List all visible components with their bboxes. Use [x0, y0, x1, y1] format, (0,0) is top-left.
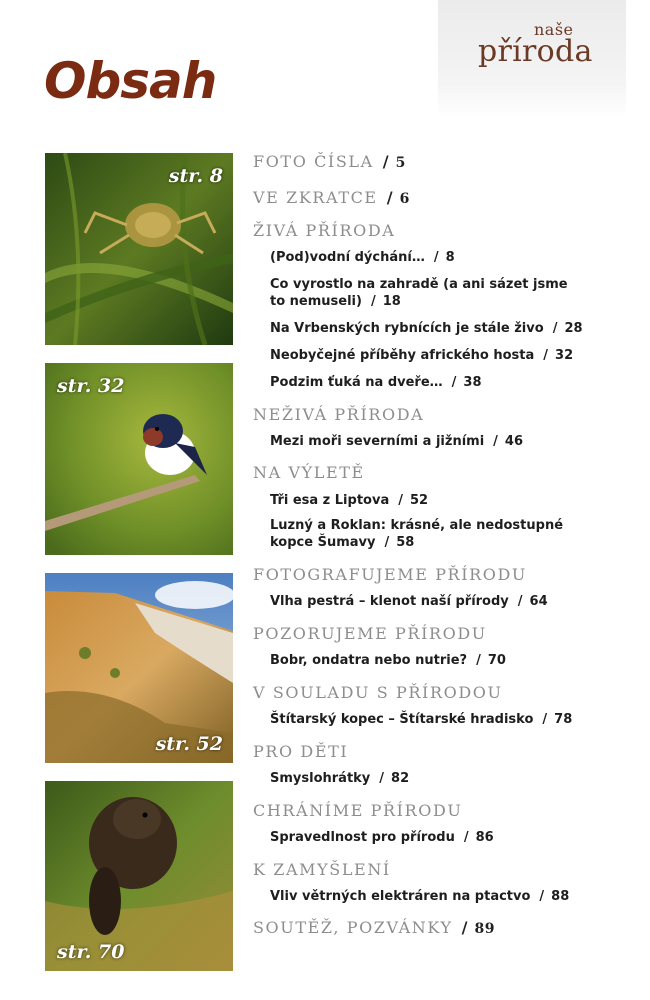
page-number: 28: [564, 321, 583, 336]
separator: /: [433, 250, 439, 265]
section-title: K ZAMYŠLENÍ: [253, 860, 391, 879]
toc-section-fotografujeme: [253, 565, 527, 584]
toc-article[interactable]: [270, 492, 615, 509]
section-title: VE ZKRATCE: [253, 188, 378, 207]
toc-section-v-souladu: [253, 683, 503, 702]
article-title: Štítarský kopec – Štítarské hradisko: [270, 712, 534, 727]
toc-section-na-vylete: [253, 463, 365, 482]
section-title: V SOULADU S PŘÍRODOU: [253, 683, 503, 702]
page-number: 32: [555, 348, 574, 363]
separator: /: [463, 830, 469, 845]
toc-section-ve-zkratce[interactable]: [253, 188, 410, 207]
article-title: Vliv větrných elektráren na ptactvo: [270, 889, 531, 904]
section-title: POZORUJEME PŘÍRODU: [253, 624, 487, 643]
page-number: 52: [409, 493, 429, 508]
article-title: Tři esa z Liptova: [270, 493, 390, 508]
article-title: Luzný a Roklan: krásné, ale nedostupné kopce Šumavy: [270, 518, 564, 550]
page-number: 18: [382, 294, 401, 309]
separator: /: [493, 434, 498, 449]
photo-page-label: str. 32: [57, 375, 125, 397]
article-title: Na Vrbenských rybnících je stále živo: [270, 321, 544, 336]
article-title: Bobr, ondatra nebo nutrie?: [270, 653, 468, 668]
page-number: 58: [396, 535, 415, 550]
section-title: CHRÁNÍME PŘÍRODU: [253, 801, 463, 820]
page-number: 38: [463, 375, 482, 390]
toc-article[interactable]: [270, 652, 615, 669]
separator: /: [379, 771, 385, 786]
toc-article[interactable]: [270, 433, 615, 450]
separator: /: [539, 889, 545, 904]
toc-article[interactable]: [270, 593, 615, 610]
separator: /: [517, 594, 523, 609]
separator: /: [552, 321, 558, 336]
page-number: 78: [554, 712, 573, 727]
photo-rocks: [45, 573, 233, 763]
toc-article[interactable]: [270, 829, 615, 846]
separator: /: [370, 294, 376, 309]
toc-section-chranime: [253, 801, 462, 820]
toc-article[interactable]: [270, 888, 615, 905]
article-title: Mezi moři severními a jižními: [270, 434, 485, 449]
section-title: ŽIVÁ PŘÍRODA: [253, 221, 396, 240]
page-title: Obsah: [44, 52, 217, 110]
toc-article[interactable]: [270, 347, 615, 364]
separator: /: [543, 348, 549, 363]
toc-section-ziva-priroda: [253, 221, 395, 240]
separator: /: [461, 918, 468, 937]
separator: /: [451, 375, 457, 390]
toc-article[interactable]: [270, 320, 615, 337]
page-number: 6: [399, 191, 410, 207]
logo-text-top: naše: [534, 20, 574, 39]
logo-text-main: příroda: [478, 34, 593, 69]
section-title: NA VÝLETĚ: [253, 463, 365, 482]
page-number: 86: [475, 830, 494, 845]
separator: /: [382, 152, 389, 171]
photo-page-label: str. 8: [168, 165, 223, 187]
separator: /: [476, 653, 481, 668]
toc-section-soutez[interactable]: [253, 918, 495, 937]
photo-crab: [45, 153, 233, 345]
toc-article[interactable]: [270, 517, 580, 551]
toc-section-pro-deti: [253, 742, 348, 761]
article-title: Spravedlnost pro přírodu: [270, 830, 455, 845]
photo-beaver: [45, 781, 233, 971]
toc-section-pozorujeme: [253, 624, 487, 643]
photo-page-label: str. 70: [57, 941, 125, 963]
section-title: FOTOGRAFUJEME PŘÍRODU: [253, 565, 527, 584]
page-number: 82: [391, 771, 410, 786]
toc-section-foto-cisla[interactable]: [253, 152, 406, 171]
page-number: 5: [395, 155, 406, 171]
page-number: 70: [487, 653, 506, 668]
toc-article[interactable]: [270, 770, 615, 787]
toc-article[interactable]: [270, 374, 615, 391]
toc-article[interactable]: [270, 249, 615, 266]
photo-page-label: str. 52: [155, 733, 223, 755]
toc-article[interactable]: [270, 276, 570, 310]
article-title: Smyslohrátky: [270, 771, 371, 786]
section-title: PRO DĚTI: [253, 742, 349, 761]
section-title: NEŽIVÁ PŘÍRODA: [253, 405, 425, 424]
page-number: 46: [504, 434, 524, 449]
article-title: Co vyrostlo na zahradě (a ani sázet jsme to nemuseli): [270, 277, 568, 309]
article-title: Neobyčejné příběhy afrického hosta: [270, 348, 535, 363]
separator: /: [384, 535, 390, 550]
page-number: 64: [529, 594, 548, 609]
page-number: 8: [445, 250, 455, 265]
article-title: (Pod)vodní dýchání…: [270, 250, 425, 265]
separator: /: [542, 712, 548, 727]
separator: /: [398, 493, 403, 508]
photo-swallow: [45, 363, 233, 555]
article-title: Podzim ťuká na dveře…: [270, 375, 443, 390]
toc-section-neziva-priroda: [253, 405, 424, 424]
page-number: 89: [474, 921, 495, 937]
article-title: Vlha pestrá – klenot naší přírody: [270, 594, 509, 609]
toc-article[interactable]: [270, 711, 615, 728]
toc-section-k-zamysleni: [253, 860, 391, 879]
page-number: 88: [551, 889, 570, 904]
section-title: FOTO ČÍSLA: [253, 152, 374, 171]
separator: /: [386, 188, 393, 207]
section-title: SOUTĚŽ, POZVÁNKY: [253, 918, 453, 937]
